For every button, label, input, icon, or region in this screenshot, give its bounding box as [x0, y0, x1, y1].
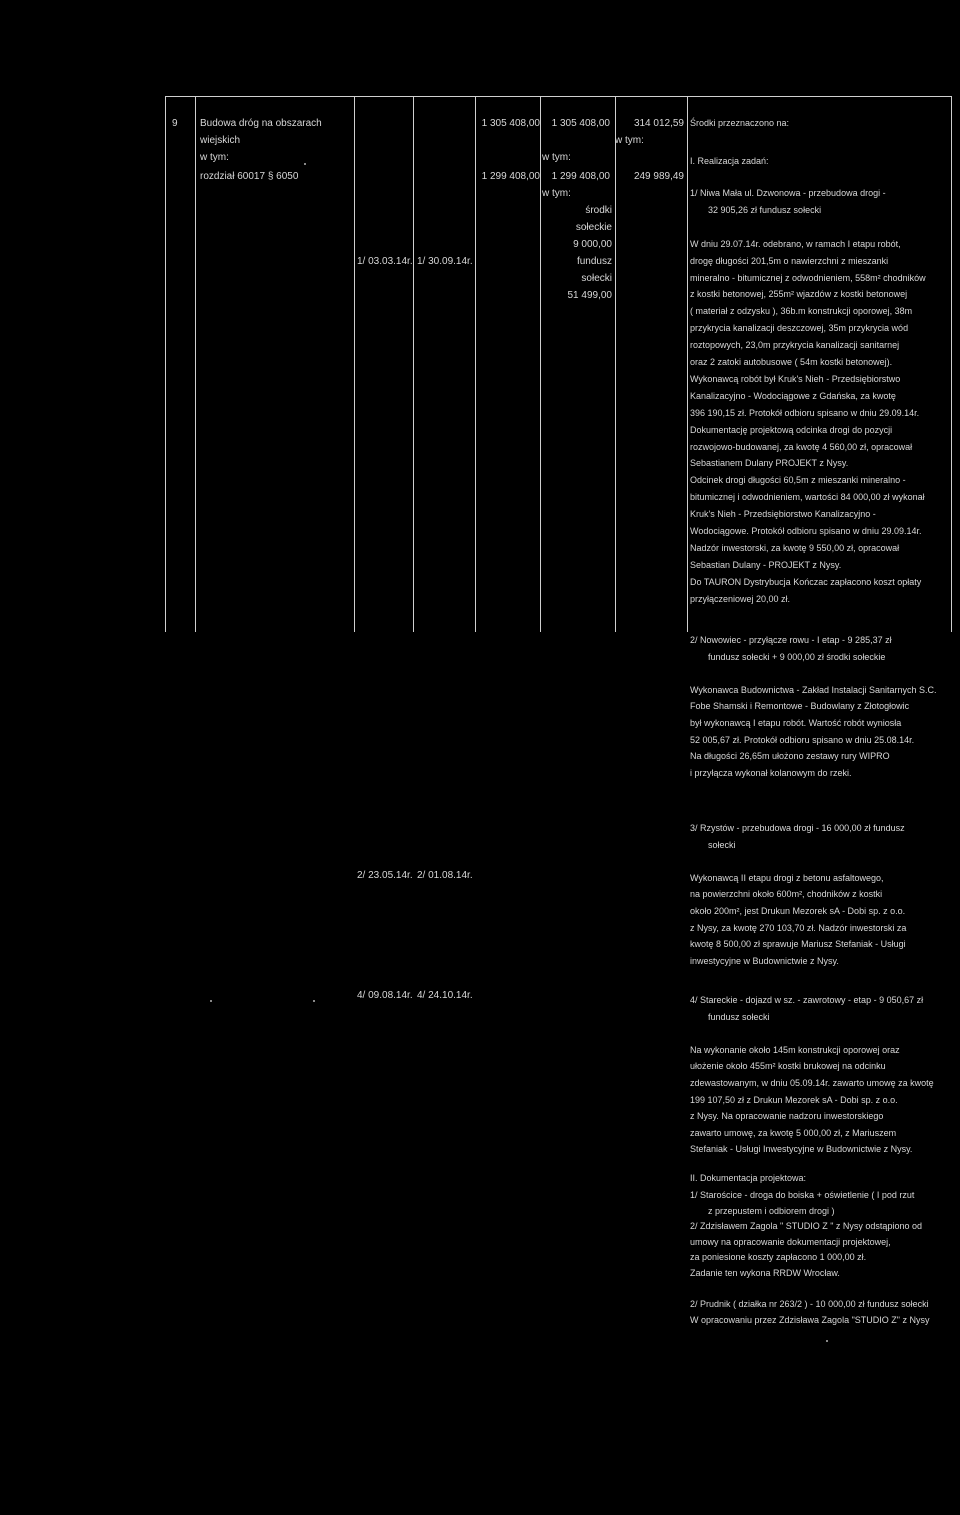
p5-line-5: za poniesione koszty zapłacono 1 000,00 zł.	[690, 1252, 867, 1262]
p4-line-2: fundusz sołecki	[708, 1012, 770, 1022]
p1-line-2: 32 905,26 zł fundusz sołecki	[708, 205, 822, 215]
description-header: Środki przeznaczono na:	[690, 118, 790, 128]
date-start-3: 4/ 09.08.14r.	[357, 990, 413, 1001]
p2-line-4: Wykonawca Budownictwa - Zakład Instalacji Sanitarnych S.C.	[690, 685, 937, 695]
p2-line-9: i przyłącza wykonał kolanowym do rzeki.	[690, 768, 852, 778]
p4-line-9: zawarto umowę, za kwotę 5 000,00 zł, z Mariuszem	[690, 1128, 897, 1138]
p1-line-5: drogę długości 201,5m o nawierzchni z mieszanki	[690, 256, 889, 266]
p3-line-2: sołecki	[708, 840, 736, 850]
p1-line-1: 1/ Niwa Mała ul. Dzwonowa - przebudowa drogi -	[690, 188, 886, 198]
p2-line-5: Fobe Shamski i Remontowe - Budowlany z Złotogłowic	[690, 701, 910, 711]
p2-line-1: 2/ Nowowiec - przyłącze rowu - I etap - 9 285,37 zł	[690, 635, 892, 645]
date-start-1: 1/ 03.03.14r.	[357, 256, 413, 267]
fund-line-1: środki	[585, 205, 612, 216]
p4-line-7: 199 107,50 zł z Drukun Mezorek sA - Dobi sp. z o.o.	[690, 1095, 898, 1105]
p3-line-5: na powierzchni około 600m², chodników z kostki	[690, 889, 883, 899]
p1-line-15: Dokumentację projektową odcinka drogi do pozycji	[690, 425, 893, 435]
p2-line-2: fundusz sołecki + 9 000,00 zł środki sołeckie	[708, 652, 886, 662]
date-start-2: 2/ 23.05.14r.	[357, 870, 413, 881]
p5-line-9: W opracowaniu przez Zdzisława Zagola "STUDIO Z" z Nysy	[690, 1315, 930, 1325]
w-tym-label: w tym:	[200, 152, 229, 163]
p2-line-8: Na długości 26,65m ułożono zestawy rury WIPRO	[690, 751, 890, 761]
p4-line-8: z Nysy. Na opracowanie nadzoru inwestorskiego	[690, 1111, 884, 1121]
amount-plan-sub: 1 299 408,00	[481, 171, 540, 182]
p1-line-14: 396 190,15 zł. Protokół odbioru spisano w dniu 29.09.14r.	[690, 408, 920, 418]
speck-4	[826, 1340, 828, 1342]
p1-line-10: roztopowych, 23,0m przykrycia kanalizacji sanitarnej	[690, 340, 900, 350]
p1-line-7: z kostki betonowej, 255m² wjazdów z kostki betonowej	[690, 289, 908, 299]
fund-line-3: 9 000,00	[573, 239, 612, 250]
row-number: 9	[172, 118, 178, 129]
p1-line-19: bitumicznej i odwodnieniem, wartości 84 000,00 zł wykonał	[690, 492, 925, 502]
task-title-line-2: wiejskich	[200, 135, 241, 146]
p3-line-8: kwotę 8 500,00 zł sprawuje Mariusz Stefaniak - Usługi	[690, 939, 906, 949]
col-border-3	[354, 96, 355, 632]
p2-line-7: 52 005,67 zł. Protokół odbioru spisano w dniu 25.08.14r.	[690, 735, 915, 745]
p1-line-16: rozwojowo-budowanej, za kwotę 4 560,00 zł, opracował	[690, 442, 913, 452]
p1-line-21: Wodociągowe. Protokół odbioru spisano w dniu 29.09.14r.	[690, 526, 922, 536]
fund-line-4: fundusz	[576, 256, 612, 267]
p1-line-23: Sebastian Dulany - PROJEKT z Nysy.	[690, 560, 842, 570]
speck-2	[304, 163, 306, 165]
p4-line-6: zdewastowanym, w dniu 05.09.14r. zawarto umowę za kwotę	[690, 1078, 934, 1088]
section-i-heading: I. Realizacja zadań:	[690, 156, 769, 166]
w-tym-label-2: w tym:	[615, 135, 644, 146]
p5-line-6: Zadanie ten wykona RRDW Wrocław.	[690, 1268, 840, 1278]
p1-line-20: Kruk's Nieh - Przedsiębiorstwo Kanalizacyjno -	[690, 509, 876, 519]
p3-line-6: około 200m², jest Drukun Mezorek sA - Dobi sp. z o.o.	[690, 906, 906, 916]
p3-line-4: Wykonawcą II etapu drogi z betonu asfaltowego,	[690, 873, 884, 883]
p3-line-7: z Nysy, za kwotę 270 103,70 zł. Nadzór inwestorski za	[690, 923, 907, 933]
col-border-1	[165, 96, 166, 632]
p2-line-6: był wykonawcą I etapu robót. Wartość robót wyniosła	[690, 718, 902, 728]
p1-line-17: Sebastianem Dulany PROJEKT z Nysy.	[690, 458, 849, 468]
p4-line-5: ułożenie około 455m² kostki brukowej na odcinku	[690, 1061, 886, 1071]
speck-1	[210, 1000, 212, 1002]
p1-line-9: przykrycia kanalizacji deszczowej, 35m przykrycia wód	[690, 323, 909, 333]
p4-line-10: Stefaniak - Usługi Inwestycyjne w Budownictwie z Nysy.	[690, 1144, 913, 1154]
p1-line-11: oraz 2 zatoki autobusowe ( 54m kostki betonowej).	[690, 357, 893, 367]
table-top-border	[165, 96, 952, 97]
speck-3	[313, 1000, 315, 1002]
col-border-9	[951, 96, 952, 632]
p5-line-8: 2/ Prudnik ( działka nr 263/2 ) - 10 000,00 zł fundusz sołecki	[690, 1299, 929, 1309]
p5-line-2: z przepustem i odbiorem drogi )	[708, 1206, 835, 1216]
p1-line-22: Nadzór inwestorski, za kwotę 9 550,00 zł, opracował	[690, 543, 900, 553]
col-border-2	[195, 96, 196, 632]
p5-line-3: 2/ Zdzisławem Zagola " STUDIO Z " z Nysy odstąpiono od	[690, 1221, 922, 1231]
p4-line-1: 4/ Stareckie - dojazd w sz. - zawrotowy - etap - 9 050,67 zł	[690, 995, 924, 1005]
p1-line-6: mineralno - bitumicznej z odwodnieniem, 558m² chodników	[690, 273, 926, 283]
subtitle-chapter: rozdział 60017 § 6050	[200, 171, 299, 182]
amount-plan: 1 305 408,00	[481, 118, 540, 129]
p1-line-18: Odcinek drogi długości 60,5m z mieszanki mineralno -	[690, 475, 906, 485]
p1-line-24: Do TAURON Dystrybucja Kończac zapłacono koszt opłaty	[690, 577, 922, 587]
amount-executed-sub: 249 989,49	[633, 171, 684, 182]
col-border-8	[687, 96, 688, 632]
section-ii-heading: II. Dokumentacja projektowa:	[690, 1173, 807, 1183]
amount-executed: 314 012,59	[633, 118, 684, 129]
p1-line-4: W dniu 29.07.14r. odebrano, w ramach I etapu robót,	[690, 239, 901, 249]
task-title-line-1: Budowa dróg na obszarach	[200, 118, 322, 129]
fund-line-2: sołeckie	[575, 222, 612, 233]
date-end-3: 4/ 24.10.14r.	[417, 990, 473, 1001]
p1-line-13: Kanalizacyjno - Wodociągowe z Gdańska, za kwotę	[690, 391, 896, 401]
p3-line-9: inwestycyjne w Budownictwie z Nysy.	[690, 956, 839, 966]
fund-line-6: 51 499,00	[567, 290, 612, 301]
p5-line-4: umowy na opracowanie dokumentacji projektowej,	[690, 1237, 891, 1247]
date-end-1: 1/ 30.09.14r.	[417, 256, 473, 267]
w-tym-label-4: w tym:	[542, 188, 571, 199]
p3-line-1: 3/ Rzystów - przebudowa drogi - 16 000,00 zł fundusz	[690, 823, 905, 833]
date-end-2: 2/ 01.08.14r.	[417, 870, 473, 881]
w-tym-label-3: w tym:	[542, 152, 571, 163]
amount-after-changes: 1 305 408,00	[551, 118, 610, 129]
p1-line-8: ( materiał z odzysku ), 36b.m konstrukcji oporowej, 38m	[690, 306, 913, 316]
p1-line-25: przyłączeniowej 20,00 zł.	[690, 594, 791, 604]
amount-after-changes-sub: 1 299 408,00	[551, 171, 610, 182]
p1-line-12: Wykonawcą robót był Kruk's Nieh - Przedsiębiorstwo	[690, 374, 901, 384]
p5-line-1: 1/ Starościce - droga do boiska + oświetlenie ( I pod rzut	[690, 1190, 915, 1200]
p4-line-4: Na wykonanie około 145m konstrukcji oporowej oraz	[690, 1045, 900, 1055]
fund-line-5: sołecki	[581, 273, 612, 284]
col-border-4	[413, 96, 414, 632]
